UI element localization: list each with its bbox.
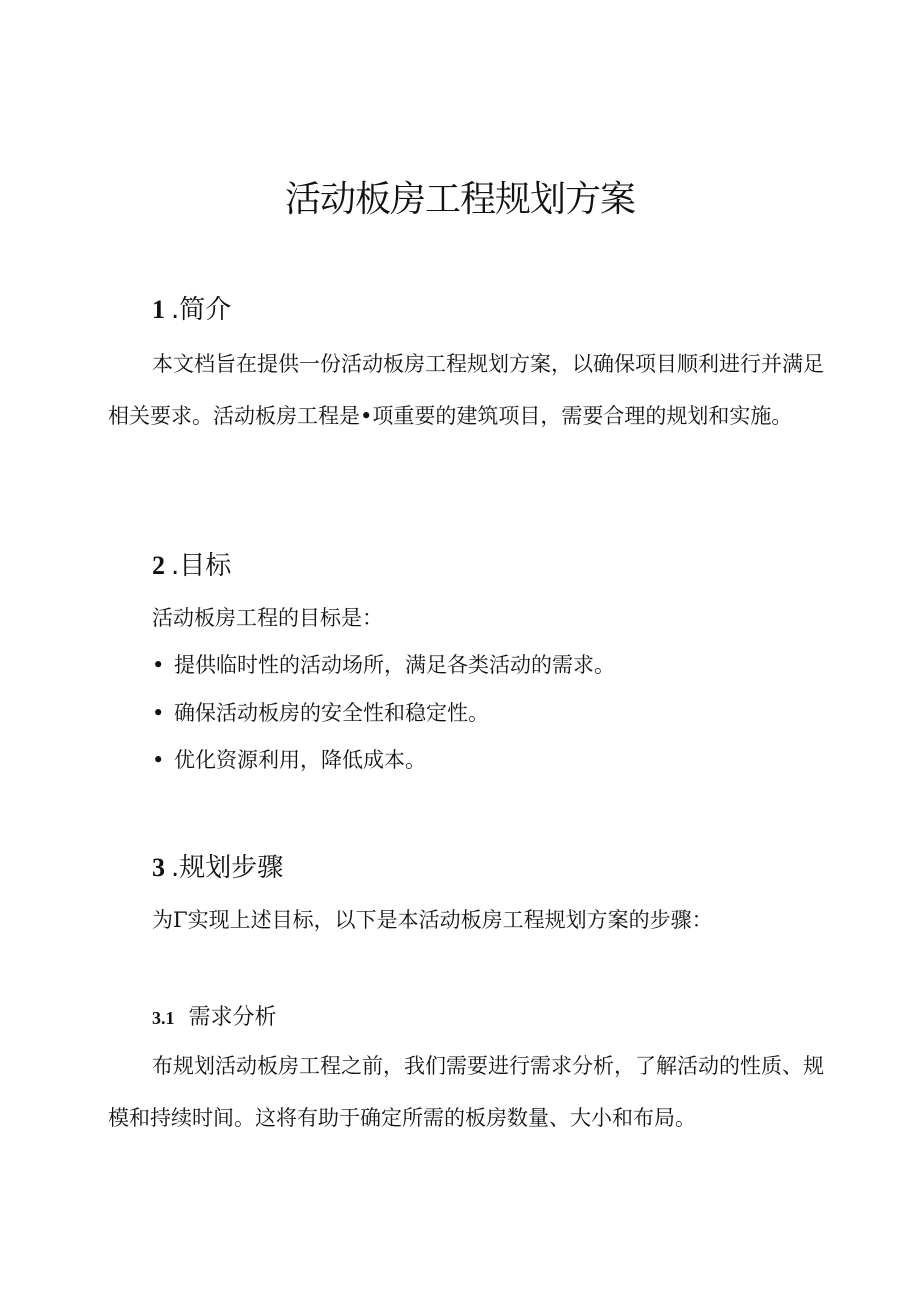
subsection-3-1-paragraph: 布规划活动板房工程之前，我们需要进行需求分析，了解活动的性质、规模和持续时间。这将有助于确定所需的板房数量、大小和布局。 xyxy=(108,1054,824,1130)
subsection-title: 需求分析 xyxy=(188,1005,277,1030)
section-title: .简介 xyxy=(171,295,232,325)
list-item-text: 优化资源利用，降低成本。 xyxy=(174,748,426,772)
section-title: .目标 xyxy=(171,551,232,581)
section-title: .规划步骤 xyxy=(171,853,284,883)
list-item-text: 确保活动板房的安全性和稳定性。 xyxy=(174,701,489,725)
list-item xyxy=(152,740,426,780)
list-item xyxy=(152,645,615,685)
subsection-3-1-heading xyxy=(152,1000,277,1036)
section-3-heading xyxy=(152,848,283,888)
bullet-icon: • xyxy=(152,748,165,772)
section-2-heading xyxy=(152,546,231,586)
section-number: 3 xyxy=(152,853,165,882)
section-2-intro: 活动板房工程的目标是： xyxy=(152,606,383,630)
bullet-icon: • xyxy=(152,653,165,677)
list-item xyxy=(152,693,489,733)
section-1-heading xyxy=(152,290,231,330)
list-item-text: 提供临时性的活动场所，满足各类活动的需求。 xyxy=(174,653,615,677)
section-number: 1 xyxy=(152,295,165,324)
subsection-number: 3.1 xyxy=(152,1008,175,1028)
document-title: 活动板房工程规划方案 xyxy=(284,179,635,220)
section-number: 2 xyxy=(152,551,165,580)
section-3-intro: 为Γ实现上述目标，以下是本活动板房工程规划方案的步骤： xyxy=(152,908,713,932)
section-1-paragraph: 本文档旨在提供一份活动板房工程规划方案，以确保项目顺利进行并满足相关要求。活动板房工程是•项重要的建筑项目，需要合理的规划和实施。 xyxy=(108,352,824,428)
bullet-icon: • xyxy=(152,701,165,725)
